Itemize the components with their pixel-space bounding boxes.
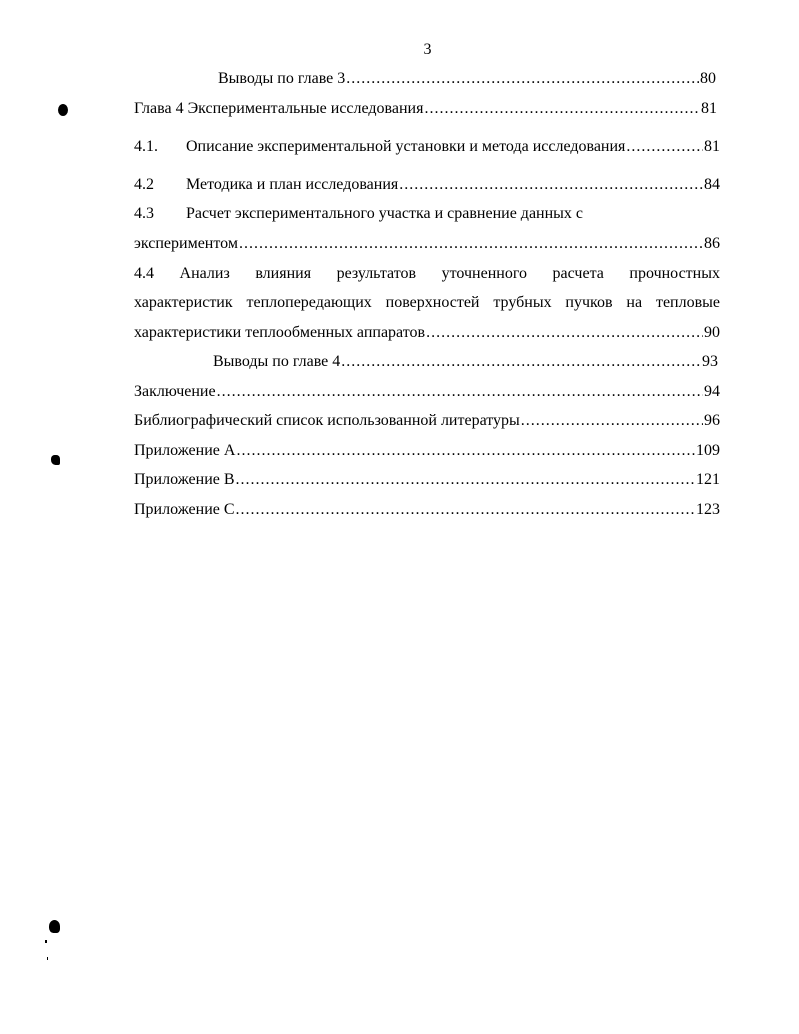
toc-entry-page: 81 (701, 100, 717, 117)
toc-word: прочностных (629, 265, 720, 282)
toc-entry-page: 84 (704, 176, 720, 193)
toc-leader-dots (521, 411, 703, 431)
toc-entry-title: Приложение С (134, 501, 235, 518)
toc-entry-page: 90 (704, 324, 720, 341)
toc-entry-number: 4.4 (134, 265, 154, 282)
toc-entry-page: 109 (696, 442, 720, 459)
toc-word: уточненного (441, 265, 527, 282)
toc-entry-4-1 (134, 137, 720, 157)
toc-leader-dots (399, 175, 703, 195)
punch-hole-mark-bottom (49, 920, 60, 933)
toc-entry-appendix-a (134, 441, 720, 461)
toc-entry-number: 4.3 (134, 205, 154, 222)
toc-leader-dots (341, 352, 701, 372)
toc-entry-page: 93 (702, 353, 718, 370)
toc-entry-title: Методика и план исследования (186, 176, 399, 193)
toc-entry-conclusion (134, 382, 720, 402)
page-number: 3 (423, 41, 432, 58)
toc-leader-dots (236, 500, 695, 520)
toc-leader-dots (426, 323, 703, 343)
toc-entry-title: Библиографический список использованной литературы (134, 412, 520, 429)
toc-entry-4-2 (134, 175, 720, 195)
toc-entry-bibliography (134, 411, 720, 431)
toc-entry-page: 80 (700, 70, 716, 87)
toc-entry-number: 4.2 (134, 176, 154, 193)
toc-leader-dots (236, 470, 695, 490)
toc-entry-title: Выводы по главе 3 (218, 70, 346, 87)
toc-entry-appendix-b (134, 470, 720, 490)
toc-entry-page: 96 (704, 412, 720, 429)
toc-entry-title: Описание экспериментальной установки и метода исследования (186, 138, 626, 155)
toc-entry-page: 81 (704, 138, 720, 155)
toc-word: влияния (255, 265, 312, 282)
toc-entry-conclusions-ch4 (213, 352, 718, 372)
toc-leader-dots (626, 137, 703, 157)
toc-entry-title: Заключение (134, 383, 216, 400)
punch-hole-mark-middle (51, 455, 60, 465)
toc-entry-number: 4.1. (134, 138, 158, 155)
toc-entry-title: Приложение В (134, 471, 235, 488)
toc-entry-4-4-line3 (134, 323, 720, 343)
toc-entry-4-4-line2: характеристик теплопередающих поверхностей трубных пучков на тепловые (134, 294, 720, 311)
scan-speck (47, 957, 48, 960)
toc-entry-page: 123 (696, 501, 720, 518)
toc-entry-chapter4 (134, 99, 717, 119)
scan-speck (45, 940, 47, 943)
toc-word: Анализ (179, 265, 230, 282)
toc-entry-title-cont: экспериментом (134, 235, 238, 252)
toc-leader-dots (217, 382, 703, 402)
toc-word: результатов (336, 265, 417, 282)
toc-entry-title: Выводы по главе 4 (213, 353, 341, 370)
toc-entry-4-4-line1 (134, 264, 720, 284)
toc-entry-page: 86 (704, 235, 720, 252)
toc-word: расчета (552, 265, 604, 282)
toc-leader-dots (239, 234, 703, 254)
toc-leader-dots (346, 69, 699, 89)
toc-entry-4-3-line2 (134, 234, 720, 254)
toc-leader-dots (424, 99, 700, 119)
toc-entry-title: Расчет экспериментального участка и сравнение данных с (186, 205, 584, 222)
toc-entry-page: 121 (696, 471, 720, 488)
toc-entry-title: Глава 4 Экспериментальные исследования (134, 100, 424, 117)
toc-entry-appendix-c (134, 500, 720, 520)
toc-entry-4-3-line1 (134, 204, 583, 224)
punch-hole-mark-top (58, 104, 68, 116)
toc-leader-dots (236, 441, 695, 461)
toc-entry-title: Приложение А (134, 442, 236, 459)
toc-entry-conclusions-ch3 (218, 69, 716, 89)
toc-entry-page: 94 (704, 383, 720, 400)
toc-entry-title-cont: характеристики теплообменных аппаратов (134, 324, 426, 341)
